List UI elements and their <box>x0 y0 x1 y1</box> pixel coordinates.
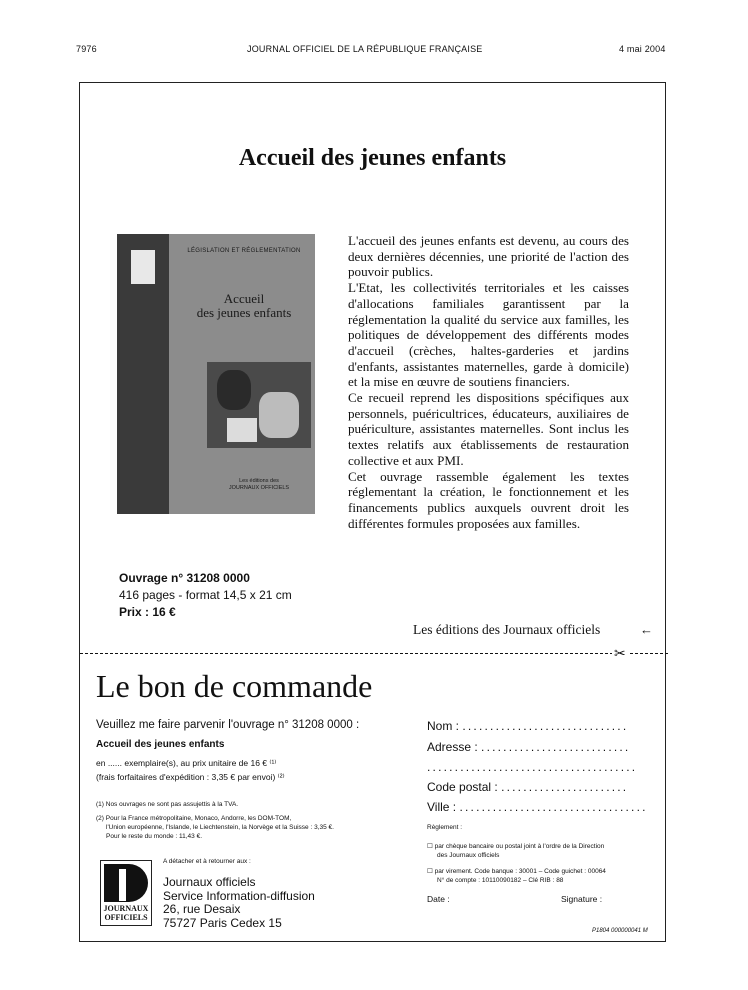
address-line1: Journaux officiels <box>163 875 256 889</box>
cover-photo <box>207 362 311 448</box>
cover-publisher-line1: Les éditions des <box>239 478 279 484</box>
return-address <box>163 876 315 930</box>
signature-field[interactable]: Signature : <box>561 894 603 904</box>
book-description <box>348 233 629 531</box>
order-request: Veuillez me faire parvenir l'ouvrage n° 31208 0000 : <box>96 719 360 731</box>
cover-series: LÉGISLATION ET RÉGLEMENTATION <box>187 248 301 254</box>
footnote-2 <box>96 814 334 841</box>
reglement-label: Règlement : <box>427 824 463 831</box>
address-line2: Service Information-diffusion <box>163 888 315 903</box>
description-paragraph: L'accueil des jeunes enfants est devenu, au cours des deux dernières décennies, une priorité de l'action des pouvoir publics. <box>348 233 629 280</box>
order-copies[interactable]: en ...... exemplaire(s), au prix unitaire de 16 € ⁽¹⁾ <box>96 758 277 768</box>
virement-line2: N° de compte : 10110090182 – Clé RIB : 88 <box>437 877 564 884</box>
scissors-icon: ✂ <box>614 645 626 661</box>
cover-title-line1: Accueil <box>223 291 265 306</box>
footnote-2-line2: l'Union européenne, l'Islande, le Liechtenstein, la Norvège et la Suisse : 3,35 €. <box>106 824 334 831</box>
book-number: Ouvrage n° 31208 0000 <box>119 571 250 585</box>
nom-label: Nom : <box>427 719 460 733</box>
code-postal-field[interactable]: Code postal : ....................... <box>427 780 629 794</box>
publisher-tagline: Les éditions des Journaux officiels <box>413 622 601 637</box>
date-field[interactable]: Date : <box>427 894 450 904</box>
address-line3: 26, rue Desaix <box>163 902 241 916</box>
description-paragraph: Cet ouvrage rassemble également les textes réglementant la création, le fonctionnement et les financements publics auxquels ouvrent droit les différentes formules proposées aux familles. <box>348 468 629 531</box>
adresse-field[interactable]: Adresse : ........................... <box>427 740 631 754</box>
cover-title-line2: des jeunes enfants <box>196 305 292 320</box>
order-form-heading: Le bon de commande <box>96 668 373 704</box>
page-number: 7976 <box>76 44 97 54</box>
cut-line <box>80 653 668 654</box>
book-cover <box>117 234 315 514</box>
logo-text-line1: JOURNAUX <box>103 904 149 913</box>
payment-cheque-option[interactable] <box>427 842 604 860</box>
address-line4: 75727 Paris Cedex 15 <box>163 915 282 930</box>
cover-publisher <box>207 478 311 492</box>
nom-field[interactable]: Nom : .............................. <box>427 719 629 733</box>
payment-virement-option[interactable] <box>427 867 606 885</box>
footnote-2-line3: Pour le reste du monde : 11,43 €. <box>106 833 202 840</box>
ville-label: Ville : <box>427 800 457 814</box>
order-book-title: Accueil des jeunes enfants <box>96 739 225 750</box>
code-postal-label: Code postal : <box>427 780 498 794</box>
adresse-label: Adresse : <box>427 740 478 754</box>
cover-title <box>177 292 311 320</box>
journal-name: JOURNAL OFFICIEL DE LA RÉPUBLIQUE FRANÇAISE <box>247 44 483 54</box>
cheque-line1: ☐ par chèque bancaire ou postal joint à l'ordre de la Direction <box>427 843 605 850</box>
cover-publisher-line2: JOURNAUX OFFICIELS <box>228 485 290 491</box>
cover-logo-icon <box>131 250 155 284</box>
order-shipping: (frais forfaitaires d'expédition : 3,35 € par envoi) ⁽²⁾ <box>96 772 285 782</box>
virement-line1: ☐ par virement. Code banque : 30001 – Code guichet : 00064 <box>427 868 606 875</box>
description-paragraph: Ce recueil reprend les dispositions spécifiques aux personnels, puéricultrices, éducateurs, auxiliaires de puériculture, assistantes maternelles. Sont inclus les textes relatifs aux établissements de restauration collective et aux PMI. <box>348 390 629 468</box>
book-price: Prix : 16 € <box>119 605 176 619</box>
book-format: 416 pages - format 14,5 x 21 cm <box>119 588 292 602</box>
page-title: Accueil des jeunes enfants <box>238 145 507 171</box>
adresse-field-line2[interactable]: ...................................... <box>427 760 638 774</box>
detach-instruction: A détacher et à retourner aux : <box>163 858 251 865</box>
ville-field[interactable]: Ville : .................................. <box>427 800 648 814</box>
arrow-left-icon: ← <box>640 622 653 637</box>
reference-code: P1804 000000041 M <box>592 928 648 934</box>
issue-date: 4 mai 2004 <box>619 44 666 54</box>
book-info <box>119 570 292 621</box>
cheque-line2: des Journaux officiels <box>437 852 500 859</box>
footnote-2-line1: (2) Pour la France métropolitaine, Monaco, Andorre, les DOM-TOM, <box>96 815 292 822</box>
journaux-officiels-logo <box>100 860 152 926</box>
footnote-1: (1) Nos ouvrages ne sont pas assujettis à la TVA. <box>96 801 239 808</box>
logo-text-line2: OFFICIELS <box>104 913 148 922</box>
description-paragraph: L'Etat, les collectivités territoriales et les caisses d'allocations familiales garantissent par la réglementation la qualité du service aux familles, les politiques de développement des différents modes d'accueil (crèches, haltes-garderies et jardins d'enfants, assistantes maternelles, garde à domicile) et la mise en œuvre de soutiens financiers. <box>348 280 629 390</box>
